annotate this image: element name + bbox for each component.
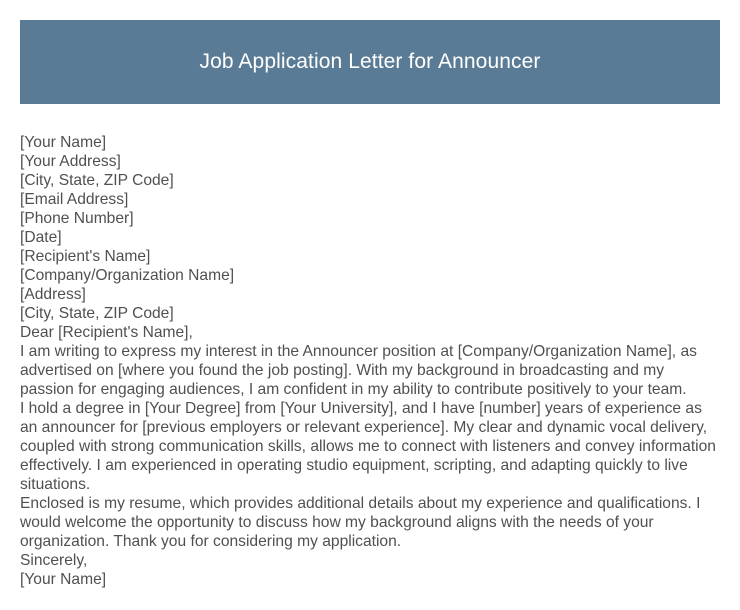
- sender-address: [Your Address]: [20, 153, 121, 170]
- paragraph-experience: I hold a degree in [Your Degree] from [Your University], and I have [number] years of experience as an announcer for [previous employers or relevant experience]. My clear and dynamic vocal delivery, coupled with strong communication skills, allows me to connect with listeners and convey information effectively. I am experienced in operating studio equipment, scripting, and adapting quickly to live situations.: [20, 400, 716, 493]
- recipient-address: [Address]: [20, 286, 86, 303]
- paragraph-intro: I am writing to express my interest in the Announcer position at [Company/Organization Name], as advertised on [where you found the job posting]. With my background in broadcasting and my passion for engaging audiences, I am confident in my ability to contribute positively to your team.: [20, 343, 697, 398]
- sender-name: [Your Name]: [20, 134, 107, 151]
- paragraph-closing: Enclosed is my resume, which provides additional details about my experience and qualifications. I would welcome the opportunity to discuss how my background aligns with the needs of your organization. Thank you for considering my application.: [20, 495, 701, 550]
- signature: [Your Name]: [20, 571, 107, 588]
- sender-phone: [Phone Number]: [20, 210, 134, 227]
- closing: Sincerely,: [20, 552, 88, 569]
- letter-date: [Date]: [20, 229, 62, 246]
- recipient-company: [Company/Organization Name]: [20, 267, 235, 284]
- salutation: Dear [Recipient's Name],: [20, 324, 193, 341]
- page-title: Job Application Letter for Announcer: [199, 50, 541, 73]
- recipient-city-state-zip: [City, State, ZIP Code]: [20, 305, 174, 322]
- sender-city-state-zip: [City, State, ZIP Code]: [20, 172, 174, 189]
- letter-body: [20, 133, 722, 589]
- recipient-name: [Recipient's Name]: [20, 248, 151, 265]
- title-banner: [20, 20, 720, 104]
- sender-email: [Email Address]: [20, 191, 129, 208]
